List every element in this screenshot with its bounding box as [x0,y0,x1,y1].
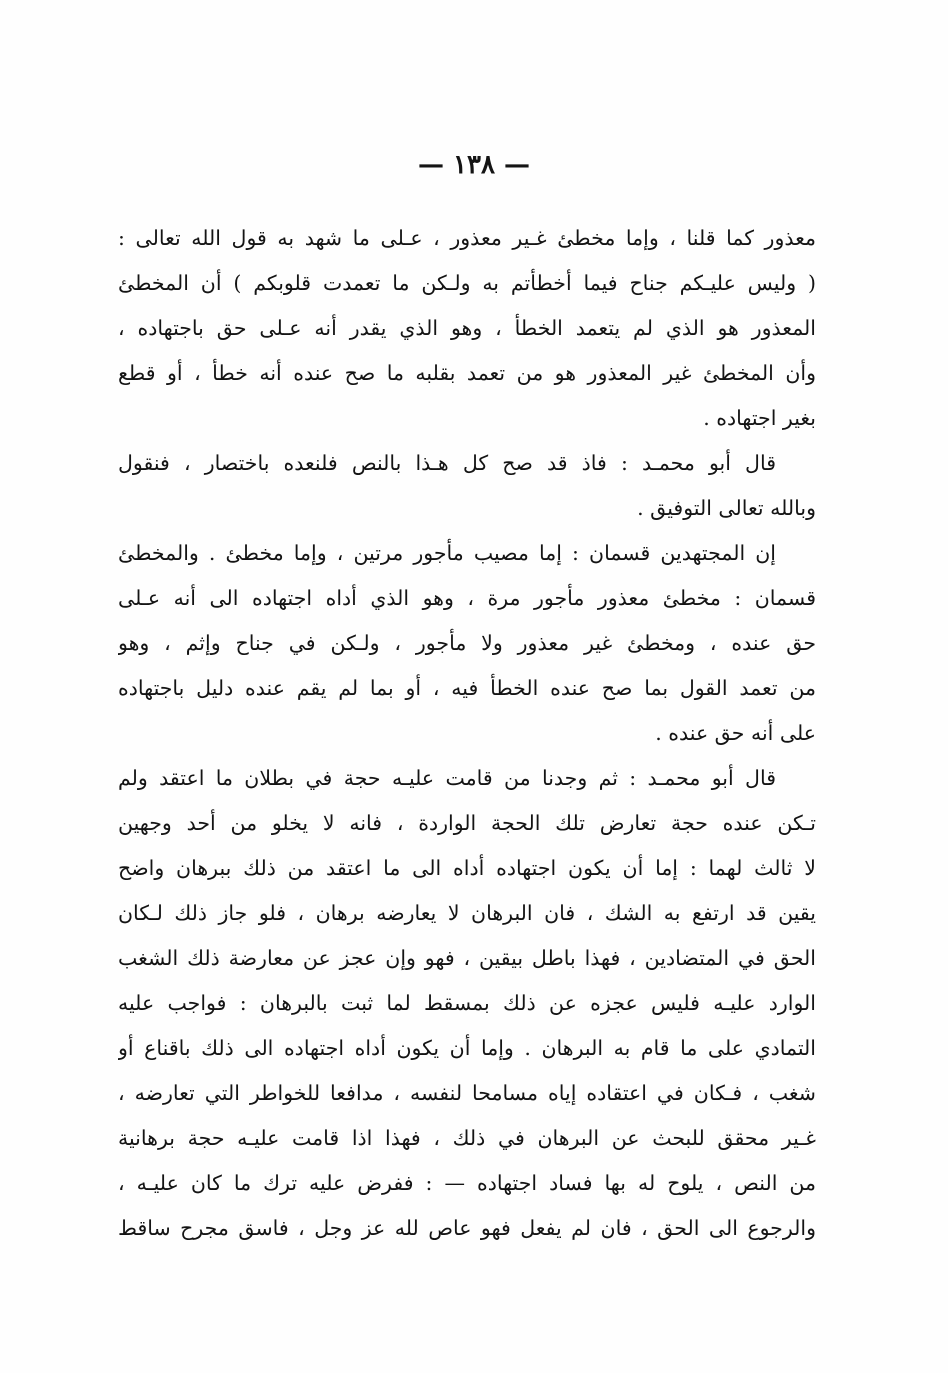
text-line: قال أبو محمـد : ثم وجدنا من قامت عليـه حجة في بطلان ما اعتقد ولم [118,766,776,790]
text-line: شغب ، فـكان في اعتقاده إياه مسامحا لنفسه ، مدافعا للخواطر التي تعارضه ، [118,1081,816,1105]
text-line: والرجوع الى الحق ، فان لم يفعل فهو عاص لله عز وجل ، فاسق مجرح ساقط [118,1216,816,1240]
text-line: معذور كما قلنا ، وإما مخطئ غـير معذور ، عـلى ما شهد به قول الله تعالى : [118,226,816,250]
text-line: من النص ، يلوح له بها فساد اجتهاده — : ففرض عليه ترك ما كان عليـه ، [118,1171,816,1195]
page-number: — ١٣٨ — [417,150,531,180]
text-line: الحق في المتضادين ، فهذا باطل بيقين ، فهو وإن عجز عن معارضة ذلك الشغب [118,946,816,970]
body-text [118,216,816,1251]
text-line: ( وليس عليـكم جناح فيما أخطأتم به ولـكن ما تعمدت قلوبكم ) أن المخطئ [118,271,816,295]
text-line: لا ثالث لهما : إما أن يكون اجتهاده أداه الى ما اعتقد من ذلك ببرهان واضح [118,856,816,880]
text-line: بغير اجتهاده . [703,406,816,430]
text-line: تـكن عنده حجة تعارض تلك الحجة الواردة ، فانه لا يخلو من أحد وجهين [118,811,816,835]
text-line: يقين قد ارتفع به الشك ، فان البرهان لا يعارضه برهان ، فلو جاز ذلك لـكان [118,901,816,925]
text-line: وبالله تعالى التوفيق . [637,496,816,520]
text-line: حق عنده ، ومخطئ غير معذور ولا مأجور ، ولـكن في جناح وإثم ، وهو [118,631,816,655]
text-line: إن المجتهدين قسمان : إما مصيب مأجور مرتين ، وإما مخطئ . والمخطئ [118,541,776,565]
text-line: وأن المخطئ غير المعذور هو من تعمد بقلبه ما صح عنده أنه خطأ ، أو قطع [118,361,816,385]
text-line: المعذور هو الذي لم يتعمد الخطأ ، وهو الذي يقدر أنه عـلى حق باجتهاده ، [118,316,816,340]
text-line: غـير محقق للبحث عن البرهان في ذلك ، فهذا اذا قامت عليـه حجة برهانية [118,1126,816,1150]
text-line: من تعمد القول بما صح عنده الخطأ فيه ، أو بما لم يقم عنده دليل باجتهاده [118,676,816,700]
text-line: التمادي على ما قام به البرهان . وإما أن يكون أداه اجتهاده الى ذلك باقناع أو [118,1036,816,1060]
text-line: الوارد عليـه فليس عجزه عن ذلك بمسقط لما ثبت بالبرهان : فواجب عليه [118,991,816,1015]
text-line: قسمان : مخطئ معذور مأجور مرة ، وهو الذي أداه اجتهاده الى أنه عـلى [118,586,816,610]
text-line: على أنه حق عنده . [655,721,816,745]
text-line: قال أبو محمـد : فاذ قد صح كل هـذا بالنص فلنعده باختصار ، فنقول [118,451,776,475]
